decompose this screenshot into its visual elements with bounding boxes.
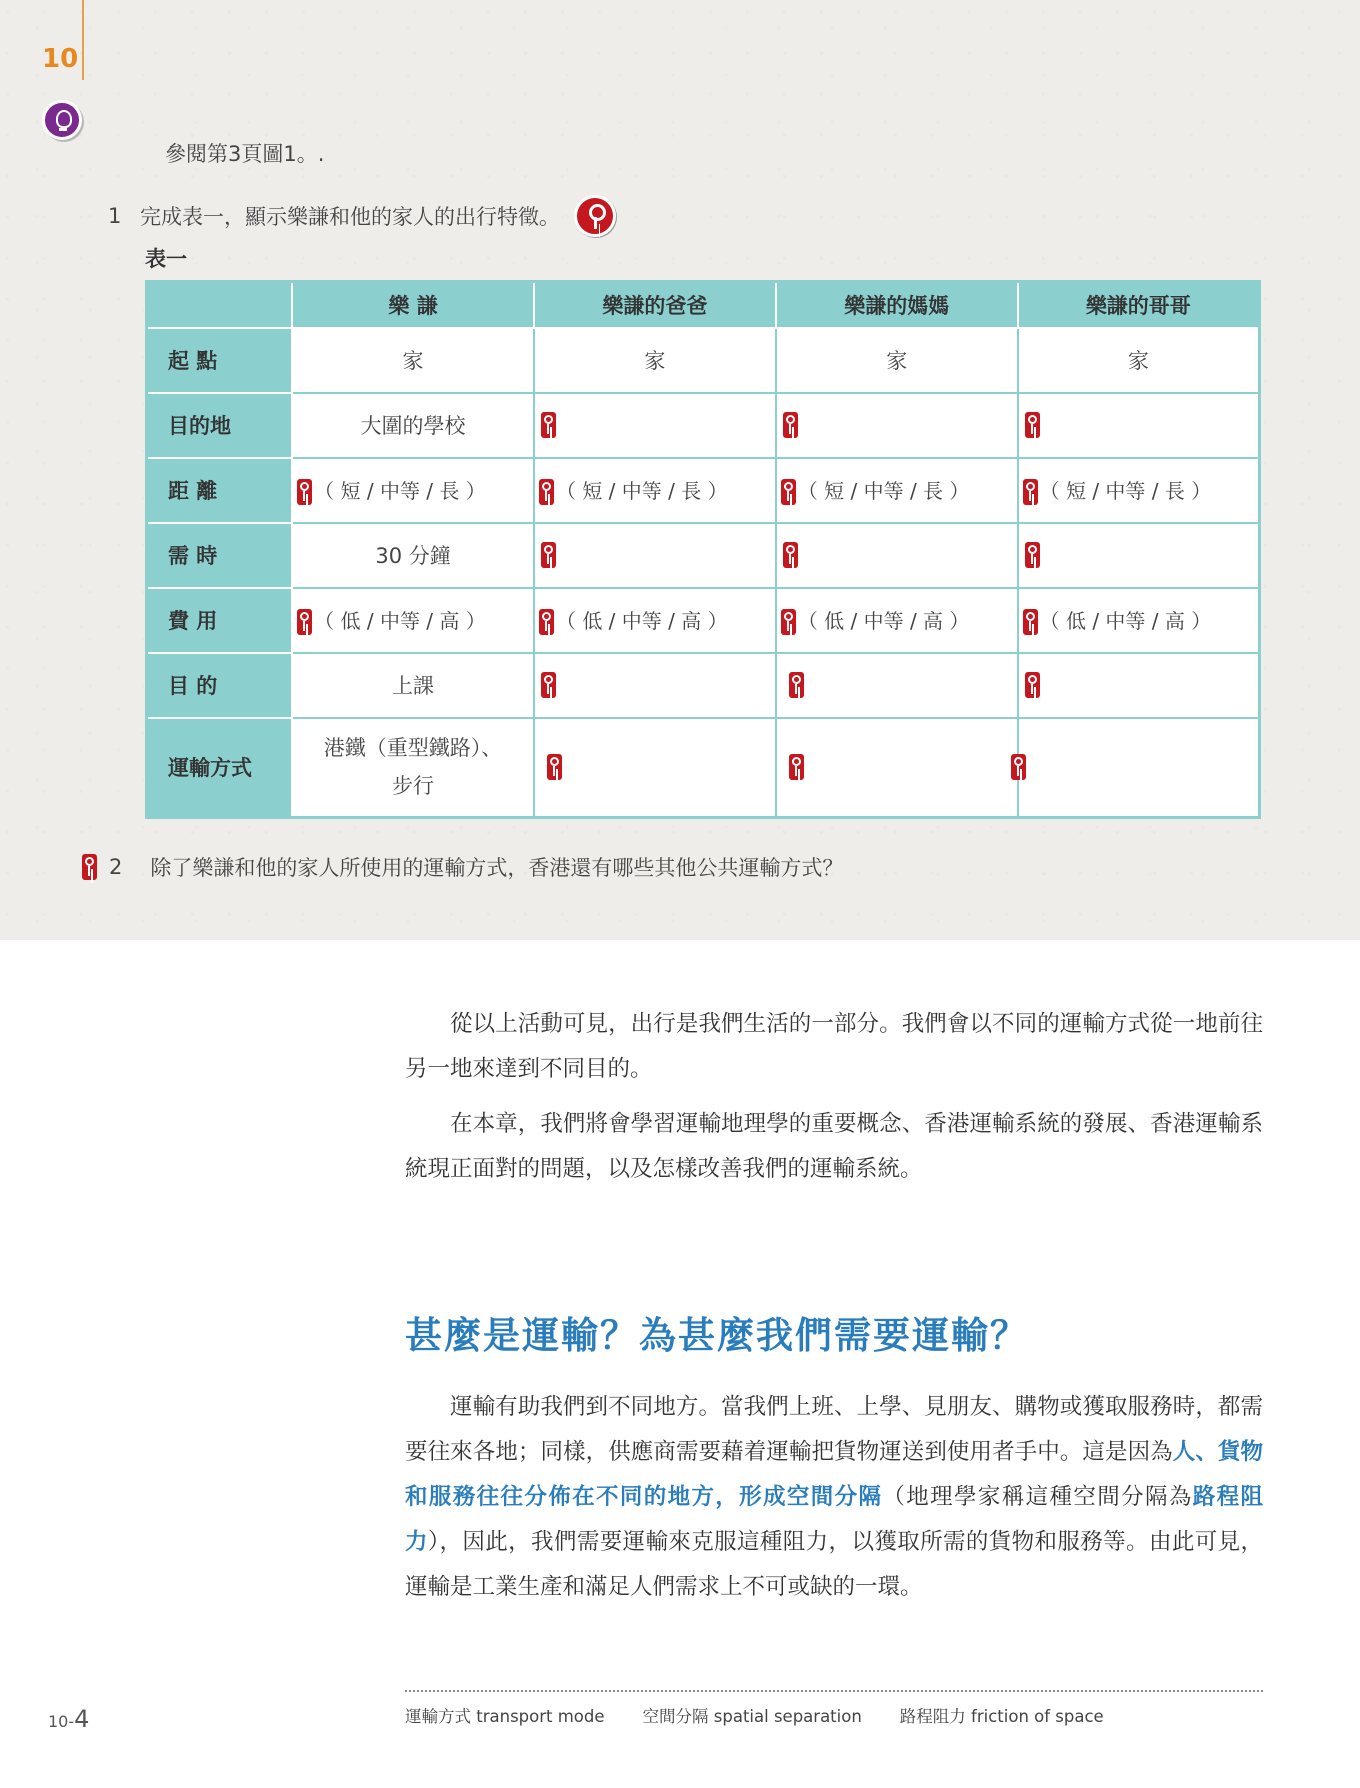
answer-cell[interactable]: [776, 718, 1018, 818]
distance-choice: （ 短 / 中等 / 長 ）: [1039, 478, 1212, 503]
question-2-number: 2: [109, 855, 123, 879]
row-label: 費 用: [147, 588, 293, 653]
key-icon: [297, 609, 312, 635]
section-title: 甚麼是運輸？為甚麼我們需要運輸？: [405, 1314, 1029, 1357]
answer-cell[interactable]: [1018, 588, 1260, 653]
row-label: 起 點: [147, 328, 293, 393]
answer-cell[interactable]: [1018, 653, 1260, 718]
glossary-item: 空間分隔 spatial separation: [642, 1707, 862, 1726]
row-label: 運輸方式: [147, 718, 293, 818]
key-icon: [783, 542, 798, 568]
answer-cell[interactable]: [292, 458, 534, 523]
key-icon: [541, 672, 556, 698]
table-cell: 家: [1018, 328, 1260, 393]
table-cell: 30 分鐘: [292, 523, 534, 588]
answer-cell[interactable]: [534, 588, 776, 653]
highlight-term: 路程阻力: [405, 1484, 1263, 1555]
table-cell: [292, 718, 534, 818]
distance-choice: （ 短 / 中等 / 長 ）: [314, 478, 486, 503]
question-1-number: 1: [108, 204, 122, 228]
row-label: 目的地: [147, 393, 293, 458]
question-2: [82, 852, 843, 882]
travel-characteristics-table: [145, 280, 1261, 819]
page-prefix: 10-: [48, 1712, 75, 1731]
key-icon: [541, 542, 556, 568]
key-icon: [82, 854, 97, 880]
row-label: 目 的: [147, 653, 293, 718]
answer-cell[interactable]: [776, 458, 1018, 523]
key-icon: [1025, 542, 1040, 568]
key-icon: [297, 479, 312, 505]
answer-cell[interactable]: [534, 523, 776, 588]
lightbulb-icon: [42, 100, 82, 140]
key-icon: [1023, 609, 1038, 635]
answer-cell[interactable]: [534, 653, 776, 718]
paragraph: 從以上活動可見，出行是我們生活的一部分。我們會以不同的運輸方式從一地前往另一地來達到不同目的。: [405, 1011, 1263, 1082]
answer-cell[interactable]: [534, 718, 776, 818]
table-row: [147, 718, 1260, 818]
key-icon: [574, 195, 616, 237]
key-icon: [1011, 754, 1026, 780]
intro-paragraphs: [405, 1002, 1263, 1202]
answer-cell[interactable]: [292, 588, 534, 653]
paragraph: 在本章，我們將會學習運輸地理學的重要概念、香港運輸系統的發展、香港運輸系統現正面對的問題，以及怎樣改善我們的運輸系統。: [405, 1111, 1263, 1182]
page-digit: 4: [74, 1705, 90, 1733]
key-icon: [789, 754, 804, 780]
column-header: 樂謙的媽媽: [776, 282, 1018, 328]
answer-cell[interactable]: [534, 393, 776, 458]
question-1: [108, 195, 616, 237]
highlight-term: 人、貨物和服務往往分佈在不同的地方，形成空間分隔: [405, 1439, 1263, 1510]
answer-cell[interactable]: [1018, 718, 1260, 818]
mode-line-2: 步行: [392, 774, 435, 799]
key-icon: [541, 412, 556, 438]
table-corner: [147, 282, 293, 328]
key-icon: [547, 754, 562, 780]
table-row: [147, 653, 1260, 718]
table-row: [147, 458, 1260, 523]
chapter-number: 10: [42, 44, 79, 74]
key-icon: [789, 672, 804, 698]
cost-choice: （ 低 / 中等 / 高 ）: [797, 608, 970, 633]
row-label: 需 時: [147, 523, 293, 588]
answer-cell[interactable]: [776, 393, 1018, 458]
text-run: 運輸有助我們到不同地方。當我們上班、上學、見朋友、購物或獲取服務時，都需要往來各地；同樣，供應商需要藉着運輸把貨物運送到使用者手中。這是因為: [405, 1394, 1263, 1465]
key-icon: [783, 412, 798, 438]
answer-cell[interactable]: [1018, 458, 1260, 523]
answer-cell[interactable]: [534, 458, 776, 523]
table-cell: 家: [534, 328, 776, 393]
text-run: ），因此，我們需要運輸來克服這種阻力，以獲取所需的貨物和服務等。由此可見，運輸是工業生產和滿足人們需求上不可或缺的一環。: [405, 1529, 1263, 1600]
answer-cell[interactable]: [776, 523, 1018, 588]
question-1-text: 完成表一，顯示樂謙和他的家人的出行特徵。: [140, 205, 560, 229]
glossary-divider: [405, 1690, 1263, 1692]
distance-choice: （ 短 / 中等 / 長 ）: [797, 478, 970, 503]
mode-line-1: 港鐵（重型鐵路）、: [323, 736, 503, 761]
table-cell: 大圍的學校: [292, 393, 534, 458]
row-label: 距 離: [147, 458, 293, 523]
question-2-text: 除了樂謙和他的家人所使用的運輸方式，香港還有哪些其他公共運輸方式？: [150, 856, 844, 880]
glossary-item: 運輸方式 transport mode: [405, 1707, 605, 1726]
glossary: [405, 1703, 1104, 1727]
activity-intro: 參閱第3頁圖1。.: [165, 142, 325, 166]
key-icon: [1025, 672, 1040, 698]
column-header: 樂謙的爸爸: [534, 282, 776, 328]
key-icon: [1023, 479, 1038, 505]
key-icon: [539, 479, 554, 505]
column-header: 樂謙的哥哥: [1018, 282, 1260, 328]
table-cell: 家: [292, 328, 534, 393]
glossary-item: 路程阻力 friction of space: [899, 1707, 1104, 1726]
text-run: （地理學家稱這種空間分隔為: [882, 1484, 1193, 1510]
column-header: 樂 謙: [292, 282, 534, 328]
cost-choice: （ 低 / 中等 / 高 ）: [314, 608, 486, 633]
cost-choice: （ 低 / 中等 / 高 ）: [1039, 608, 1212, 633]
section-paragraph-block: [405, 1385, 1263, 1620]
distance-choice: （ 短 / 中等 / 長 ）: [555, 478, 728, 503]
key-icon: [781, 609, 796, 635]
table-header-row: [147, 282, 1260, 328]
table-cell: 上課: [292, 653, 534, 718]
answer-cell[interactable]: [1018, 523, 1260, 588]
key-icon: [781, 479, 796, 505]
paragraph: [405, 1385, 1263, 1610]
table-row: [147, 393, 1260, 458]
table-row: [147, 523, 1260, 588]
page-number: [48, 1705, 89, 1733]
answer-cell[interactable]: [1018, 393, 1260, 458]
key-icon: [1025, 412, 1040, 438]
chapter-rule: [82, 0, 84, 80]
table-caption: 表一: [145, 247, 187, 271]
key-icon: [539, 609, 554, 635]
answer-cell[interactable]: [776, 653, 1018, 718]
table-row: [147, 328, 1260, 393]
cost-choice: （ 低 / 中等 / 高 ）: [555, 608, 728, 633]
answer-cell[interactable]: [776, 588, 1018, 653]
table-row: [147, 588, 1260, 653]
table-cell: 家: [776, 328, 1018, 393]
